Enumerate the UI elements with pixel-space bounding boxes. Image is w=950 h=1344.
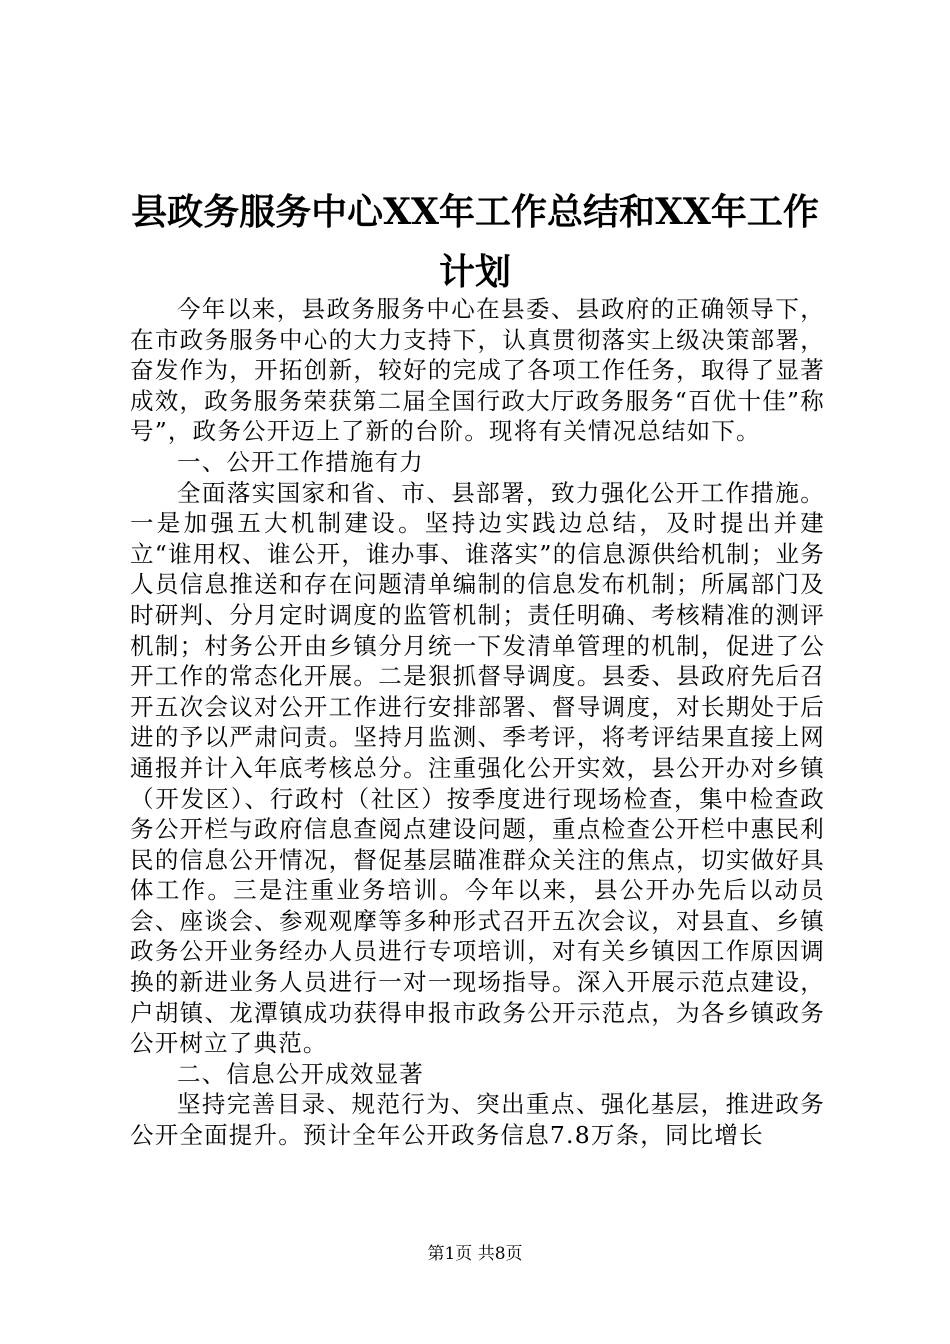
section-2-paragraph: 坚持完善目录、规范行为、突出重点、强化基层，推进政务公开全面提升。预计全年公开政务信息7.8万条，同比增长	[130, 1090, 825, 1150]
intro-paragraph: 今年以来，县政务服务中心在县委、县政府的正确领导下，在市政务服务中心的大力支持下，认真贯彻落实上级决策部署，奋发作为，开拓创新，较好的完成了各项工作任务，取得了显著成效，政务服务荣获第二届全国行政大厅政务服务“百优十佳”称号”，政务公开迈上了新的台阶。现将有关情况总结如下。	[130, 295, 825, 446]
section-heading-2: 二、信息公开成效显著	[177, 1059, 424, 1088]
document-body	[130, 294, 825, 1151]
document-title: 县政务服务中心XX年工作总结和XX年工作计划	[131, 191, 819, 293]
section-heading-1: 一、公开工作措施有力	[177, 447, 424, 476]
section-1-paragraph: 全面落实国家和省、市、县部署，致力强化公开工作措施。一是加强五大机制建设。坚持边实践边总结，及时提出并建立“谁用权、谁公开，谁办事、谁落实”的信息源供给机制；业务人员信息推送和存在问题清单编制的信息发布机制；所属部门及时研判、分月定时调度的监管机制；责任明确、考核精准的测评机制；村务公开由乡镇分月统一下发清单管理的机制，促进了公开工作的常态化开展。二是狠抓督导调度。县委、县政府先后召开五次会议对公开工作进行安排部署、督导调度，对长期处于后进的予以严肃问责。坚持月监测、季考评，将考评结果直接上网通报并计入年底考核总分。注重强化公开实效，县公开办对乡镇（开发区）、行政村（社区）按季度进行现场检查，集中检查政务公开栏与政府信息查阅点建设问题，重点检查公开栏中惠民利民的信息公开情况，督促基层瞄准群众关注的焦点，切实做好具体工作。三是注重业务培训。今年以来，县公开办先后以动员会、座谈会、参观观摩等多种形式召开五次会议，对县直、乡镇政务公开业务经办人员进行专项培训，对有关乡镇因工作原因调换的新进业务人员进行一对一现场指导。深入开展示范点建设，户胡镇、龙潭镇成功获得申报市政务公开示范点，为各乡镇政务公开树立了典范。	[130, 478, 825, 1058]
page-footer: 第1页 共8页	[427, 1244, 523, 1264]
